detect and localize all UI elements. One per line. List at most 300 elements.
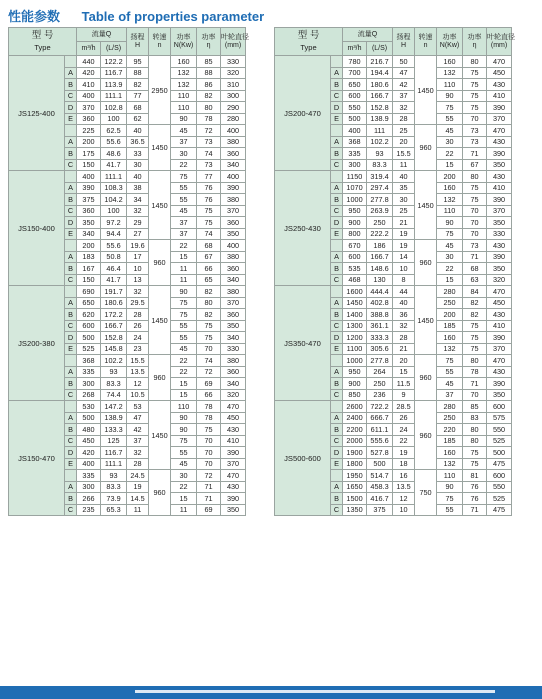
head-value: 29: [127, 217, 149, 229]
flow-ls: 416.7: [367, 493, 393, 505]
head-value: 82: [127, 79, 149, 91]
speed-value: 1450: [415, 286, 437, 355]
efficiency-value: 80: [463, 171, 487, 183]
flow-ls: 147.2: [101, 401, 127, 413]
efficiency-value: 70: [197, 343, 221, 355]
flow-ls: 116.7: [101, 67, 127, 79]
impeller-diameter-value: 470: [487, 125, 512, 137]
impeller-variant: B: [331, 309, 343, 321]
impeller-diameter-value: 330: [487, 228, 512, 240]
flow-m3h: 410: [77, 79, 101, 91]
impeller-variant: C: [331, 159, 343, 171]
flow-ls: 138.9: [367, 113, 393, 125]
power-value: 185: [437, 435, 463, 447]
impeller-variant: C: [65, 159, 77, 171]
efficiency-value: 80: [463, 56, 487, 68]
power-value: 15: [171, 251, 197, 263]
power-value: 75: [437, 228, 463, 240]
impeller-variant: B: [331, 263, 343, 275]
head-value: 11: [393, 159, 415, 171]
flow-m3h: 1100: [343, 343, 367, 355]
impeller-diameter-value: 370: [487, 343, 512, 355]
head-value: 47: [127, 412, 149, 424]
power-value: 132: [437, 343, 463, 355]
flow-m3h: 400: [77, 171, 101, 183]
flow-m3h: 600: [343, 90, 367, 102]
flow-ls: 180.6: [367, 79, 393, 91]
head-value: 26: [127, 320, 149, 332]
head-value: 13.5: [393, 481, 415, 493]
head-value: 40: [393, 297, 415, 309]
table-row: [9, 56, 271, 68]
impeller-diameter-value: 475: [487, 458, 512, 470]
power-value: 45: [437, 240, 463, 252]
impeller-variant: A: [65, 412, 77, 424]
efficiency-value: 75: [197, 320, 221, 332]
head-value: 50: [393, 56, 415, 68]
efficiency-value: 74: [197, 355, 221, 367]
power-value: 132: [171, 79, 197, 91]
head-value: 20: [393, 136, 415, 148]
impeller-diameter-value: 550: [487, 481, 512, 493]
flow-m3h: 950: [343, 205, 367, 217]
flow-m3h: 368: [343, 136, 367, 148]
impeller-diameter-value: 475: [487, 504, 512, 516]
flow-m3h: 1400: [343, 309, 367, 321]
impeller-variant: D: [331, 102, 343, 114]
power-value: 45: [171, 343, 197, 355]
impeller-variant: B: [65, 309, 77, 321]
impeller-variant: A: [331, 412, 343, 424]
impeller-variant: E: [331, 343, 343, 355]
head-value: 15.5: [127, 355, 149, 367]
flow-m3h: 1600: [343, 286, 367, 298]
impeller-diameter-value: 320: [221, 389, 246, 401]
power-value: 15: [171, 378, 197, 390]
head-value: 13: [127, 274, 149, 286]
flow-m3h: 690: [77, 286, 101, 298]
flow-m3h: 525: [77, 343, 101, 355]
impeller-variant: D: [331, 217, 343, 229]
efficiency-value: 65: [197, 274, 221, 286]
head-value: 22: [393, 435, 415, 447]
impeller-variant: [65, 401, 77, 413]
flow-ls: 111.1: [101, 171, 127, 183]
power-value: 110: [437, 205, 463, 217]
efficiency-value: 69: [197, 378, 221, 390]
efficiency-value: 75: [463, 332, 487, 344]
efficiency-value: 66: [197, 263, 221, 275]
efficiency-value: 67: [197, 251, 221, 263]
head-value: 19: [127, 481, 149, 493]
head-value: 14: [393, 251, 415, 263]
power-value: 55: [171, 332, 197, 344]
head-value: 24: [127, 332, 149, 344]
impeller-variant: [65, 470, 77, 482]
head-value: 10: [127, 263, 149, 275]
power-value: 22: [437, 263, 463, 275]
flow-m3h: 530: [77, 401, 101, 413]
flow-m3h: 235: [77, 504, 101, 516]
impeller-diameter-value: 280: [221, 113, 246, 125]
head-value: 16: [393, 470, 415, 482]
efficiency-value: 76: [197, 194, 221, 206]
impeller-diameter-value: 370: [221, 458, 246, 470]
efficiency-value: 70: [463, 217, 487, 229]
efficiency-value: 84: [463, 286, 487, 298]
power-value: 132: [437, 458, 463, 470]
impeller-variant: A: [331, 67, 343, 79]
impeller-variant: [331, 125, 343, 137]
speed-value: 960: [415, 355, 437, 401]
flow-m3h: 266: [77, 493, 101, 505]
impeller-diameter-value: 350: [487, 389, 512, 401]
impeller-diameter-value: 320: [487, 274, 512, 286]
flow-ls: 319.4: [367, 171, 393, 183]
impeller-diameter-value: 525: [487, 493, 512, 505]
flow-ls: 73.9: [101, 493, 127, 505]
flow-ls: 216.7: [367, 56, 393, 68]
head-value: 37: [127, 435, 149, 447]
flow-ls: 100: [101, 113, 127, 125]
efficiency-value: 72: [197, 470, 221, 482]
flow-ls: 97.2: [101, 217, 127, 229]
impeller-diameter-value: 390: [487, 102, 512, 114]
flow-ls: 250: [367, 217, 393, 229]
impeller-diameter-value: 450: [221, 412, 246, 424]
power-value: 200: [437, 171, 463, 183]
impeller-variant: B: [331, 79, 343, 91]
head-value: 38: [127, 182, 149, 194]
flow-m3h: 420: [77, 67, 101, 79]
impeller-variant: B: [331, 493, 343, 505]
impeller-diameter-value: 400: [221, 125, 246, 137]
impeller-variant: [65, 355, 77, 367]
impeller-variant: [331, 470, 343, 482]
power-value: 110: [171, 401, 197, 413]
impeller-variant: A: [331, 366, 343, 378]
flow-m3h: 1350: [343, 504, 367, 516]
flow-m3h: 167: [77, 263, 101, 275]
impeller-variant: [65, 286, 77, 298]
right-table-body: [275, 28, 537, 516]
flow-m3h: 1000: [343, 194, 367, 206]
head-value: 19: [393, 228, 415, 240]
power-value: 75: [437, 102, 463, 114]
efficiency-value: 71: [463, 148, 487, 160]
heading-zh: 性能参数: [8, 9, 61, 24]
impeller-variant: A: [65, 67, 77, 79]
impeller-variant: [331, 56, 343, 68]
head-value: 53: [127, 401, 149, 413]
impeller-diameter-value: 550: [487, 424, 512, 436]
impeller-diameter-value: 290: [221, 102, 246, 114]
speed-value: 1450: [149, 286, 171, 355]
power-value: 75: [171, 435, 197, 447]
head-value: 24: [393, 424, 415, 436]
efficiency-value: 82: [463, 297, 487, 309]
head-value: 10.5: [127, 389, 149, 401]
impeller-variant: A: [65, 136, 77, 148]
flow-ls: 83.3: [101, 378, 127, 390]
power-value: 15: [437, 159, 463, 171]
efficiency-value: 81: [463, 470, 487, 482]
impeller-diameter-value: 370: [221, 205, 246, 217]
head-value: 20: [393, 355, 415, 367]
flow-m3h: 150: [77, 274, 101, 286]
impeller-diameter-value: 470: [221, 401, 246, 413]
head-value: 95: [127, 56, 149, 68]
head-value: 44: [393, 286, 415, 298]
efficiency-value: 70: [197, 458, 221, 470]
flow-ls: 527.8: [367, 447, 393, 459]
flow-m3h: 620: [77, 309, 101, 321]
impeller-variant: D: [65, 217, 77, 229]
header-impeller-diameter: 叶轮直径 (mm): [487, 28, 512, 56]
flow-m3h: 400: [77, 458, 101, 470]
head-value: 88: [127, 67, 149, 79]
efficiency-value: 78: [463, 366, 487, 378]
efficiency-value: 70: [197, 447, 221, 459]
power-value: 200: [437, 309, 463, 321]
power-value: 250: [437, 297, 463, 309]
header-model-cell: [9, 28, 77, 56]
head-value: 9: [393, 389, 415, 401]
flow-ls: 122.2: [101, 56, 127, 68]
efficiency-value: 80: [463, 435, 487, 447]
power-value: 22: [171, 481, 197, 493]
flow-m3h: 480: [77, 424, 101, 436]
flow-ls: 100: [101, 205, 127, 217]
impeller-diameter-value: 430: [487, 136, 512, 148]
efficiency-value: 72: [197, 366, 221, 378]
impeller-variant: E: [331, 228, 343, 240]
flow-ls: 186: [367, 240, 393, 252]
flow-ls: 102.2: [367, 136, 393, 148]
power-value: 280: [437, 401, 463, 413]
power-value: 45: [171, 205, 197, 217]
efficiency-value: 75: [463, 182, 487, 194]
head-value: 23: [127, 343, 149, 355]
flow-ls: 361.1: [367, 320, 393, 332]
efficiency-value: 68: [197, 240, 221, 252]
head-value: 32: [127, 447, 149, 459]
header-flow-m3h: m³/h: [343, 42, 367, 56]
flow-ls: 46.4: [101, 263, 127, 275]
impeller-variant: A: [65, 481, 77, 493]
flow-ls: 166.7: [101, 320, 127, 332]
table-row: [275, 171, 537, 183]
power-value: 110: [437, 470, 463, 482]
efficiency-value: 76: [463, 493, 487, 505]
impeller-variant: C: [65, 274, 77, 286]
head-value: 40: [127, 171, 149, 183]
power-value: 45: [171, 125, 197, 137]
flow-m3h: 850: [343, 389, 367, 401]
flow-ls: 55.6: [101, 240, 127, 252]
flow-ls: 62.5: [101, 125, 127, 137]
header-impeller-diameter: 叶轮直径 (mm): [221, 28, 246, 56]
flow-ls: 83.3: [101, 481, 127, 493]
impeller-diameter-value: 370: [221, 297, 246, 309]
flow-m3h: 420: [77, 447, 101, 459]
efficiency-value: 80: [197, 297, 221, 309]
flow-ls: 500: [367, 458, 393, 470]
impeller-variant: A: [331, 297, 343, 309]
impeller-diameter-value: 350: [487, 263, 512, 275]
head-value: 8: [393, 274, 415, 286]
flow-m3h: 175: [77, 148, 101, 160]
efficiency-value: 76: [197, 182, 221, 194]
efficiency-value: 75: [197, 332, 221, 344]
impeller-variant: [65, 56, 77, 68]
efficiency-value: 75: [197, 424, 221, 436]
flow-m3h: 300: [77, 481, 101, 493]
power-value: 37: [437, 389, 463, 401]
head-value: 12: [127, 378, 149, 390]
power-value: 15: [437, 274, 463, 286]
flow-m3h: 1300: [343, 320, 367, 332]
flow-ls: 250: [367, 378, 393, 390]
efficiency-value: 75: [463, 67, 487, 79]
flow-ls: 138.9: [101, 412, 127, 424]
power-value: 75: [171, 297, 197, 309]
flow-m3h: 650: [343, 79, 367, 91]
impeller-diameter-value: 300: [221, 90, 246, 102]
properties-table-right: [274, 27, 537, 516]
impeller-diameter-value: 410: [221, 435, 246, 447]
power-value: 22: [437, 148, 463, 160]
efficiency-value: 80: [463, 355, 487, 367]
efficiency-value: 69: [197, 504, 221, 516]
head-value: 14.5: [127, 493, 149, 505]
impeller-variant: C: [331, 90, 343, 102]
impeller-diameter-value: 430: [487, 171, 512, 183]
impeller-variant: C: [331, 435, 343, 447]
impeller-diameter-value: 360: [221, 309, 246, 321]
impeller-diameter-value: 575: [487, 412, 512, 424]
flow-m3h: 268: [77, 389, 101, 401]
speed-value: 2950: [149, 56, 171, 125]
head-value: 32: [127, 286, 149, 298]
power-value: 185: [437, 320, 463, 332]
head-value: 42: [127, 424, 149, 436]
head-value: 25: [393, 125, 415, 137]
impeller-diameter-value: 360: [221, 148, 246, 160]
efficiency-value: 75: [463, 90, 487, 102]
head-value: 28: [393, 113, 415, 125]
impeller-diameter-value: 390: [487, 251, 512, 263]
model-name: JS500-600: [275, 401, 331, 516]
impeller-variant: E: [65, 113, 77, 125]
impeller-diameter-value: 390: [487, 332, 512, 344]
impeller-variant: C: [65, 320, 77, 332]
flow-m3h: 200: [77, 240, 101, 252]
flow-ls: 277.8: [367, 194, 393, 206]
table-row: [275, 286, 537, 298]
flow-m3h: 535: [343, 263, 367, 275]
power-value: 22: [171, 240, 197, 252]
efficiency-value: 76: [463, 481, 487, 493]
power-value: 220: [437, 424, 463, 436]
flow-m3h: 390: [77, 182, 101, 194]
efficiency-value: 78: [197, 113, 221, 125]
power-value: 45: [171, 458, 197, 470]
flow-m3h: 335: [77, 366, 101, 378]
flow-ls: 93: [101, 470, 127, 482]
flow-ls: 133.3: [101, 424, 127, 436]
flow-m3h: 183: [77, 251, 101, 263]
speed-value: 750: [415, 470, 437, 516]
impeller-variant: A: [331, 136, 343, 148]
impeller-variant: [331, 355, 343, 367]
impeller-variant: B: [65, 493, 77, 505]
header-flow-m3h: m³/h: [77, 42, 101, 56]
flow-ls: 333.3: [367, 332, 393, 344]
efficiency-value: 88: [197, 67, 221, 79]
speed-value: 1450: [149, 125, 171, 171]
impeller-variant: A: [65, 297, 77, 309]
efficiency-value: 85: [197, 56, 221, 68]
flow-ls: 74.4: [101, 389, 127, 401]
impeller-diameter-value: 350: [487, 159, 512, 171]
flow-m3h: 450: [77, 435, 101, 447]
power-value: 22: [171, 355, 197, 367]
impeller-diameter-value: 330: [221, 56, 246, 68]
flow-ls: 102.8: [101, 102, 127, 114]
head-value: 40: [393, 171, 415, 183]
power-value: 132: [437, 194, 463, 206]
flow-ls: 297.4: [367, 182, 393, 194]
flow-m3h: 375: [77, 194, 101, 206]
efficiency-value: 70: [463, 228, 487, 240]
efficiency-value: 82: [197, 309, 221, 321]
flow-ls: 191.7: [101, 286, 127, 298]
head-value: 32: [393, 102, 415, 114]
head-value: 62: [127, 113, 149, 125]
flow-m3h: 1800: [343, 458, 367, 470]
impeller-variant: A: [65, 251, 77, 263]
header-model-cell: [275, 28, 343, 56]
impeller-diameter-value: 390: [487, 194, 512, 206]
head-value: 32: [127, 205, 149, 217]
efficiency-value: 75: [197, 205, 221, 217]
header-model-zh: 型 号: [297, 29, 320, 41]
header-efficiency: 功率 η: [463, 28, 487, 56]
flow-ls: 444.4: [367, 286, 393, 298]
flow-m3h: 2200: [343, 424, 367, 436]
impeller-variant: D: [65, 332, 77, 344]
flow-m3h: 360: [77, 113, 101, 125]
header-flow-ls: (L/S): [101, 42, 127, 56]
head-value: 17: [127, 251, 149, 263]
head-value: 11: [127, 504, 149, 516]
efficiency-value: 74: [197, 228, 221, 240]
flow-ls: 236: [367, 389, 393, 401]
flow-m3h: 2600: [343, 401, 367, 413]
efficiency-value: 82: [197, 286, 221, 298]
flow-m3h: 1950: [343, 470, 367, 482]
power-value: 55: [437, 366, 463, 378]
power-value: 55: [171, 182, 197, 194]
efficiency-value: 75: [463, 320, 487, 332]
power-value: 30: [171, 148, 197, 160]
impeller-diameter-value: 350: [221, 320, 246, 332]
impeller-diameter-value: 470: [487, 56, 512, 68]
impeller-diameter-value: 350: [221, 504, 246, 516]
flow-m3h: 1650: [343, 481, 367, 493]
efficiency-value: 83: [463, 412, 487, 424]
